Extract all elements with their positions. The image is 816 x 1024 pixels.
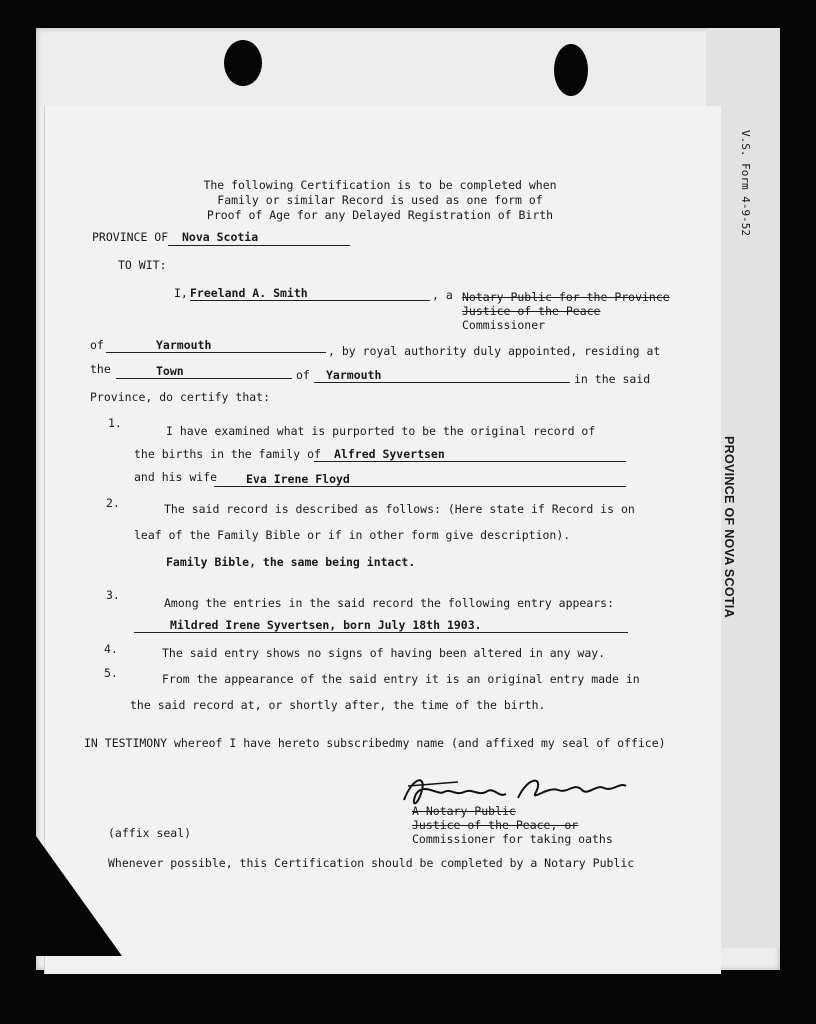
title-notary-struck: Notary Public for the Province (462, 290, 670, 304)
form-code: V.S. Form 4-9-52 (739, 130, 752, 236)
title-justice-struck: Justice of the Peace (462, 304, 601, 318)
record-description: Family Bible, the same being intact. (166, 555, 416, 569)
item-5-number: 5. (104, 666, 118, 680)
the-value: Town (156, 364, 184, 378)
place-underline (314, 382, 570, 383)
testimony-text: IN TESTIMONY whereof I have hereto subscribedmy name (and affixed my seal of office) (84, 736, 666, 750)
punch-hole-right (554, 44, 588, 96)
province-value: Nova Scotia (182, 230, 259, 244)
item-2-line-1: The said record is described as follows: (Here state if Record is on (164, 502, 635, 516)
header-line-1: The following Certification is to be completed when (203, 178, 557, 192)
the-suffix: in the said (574, 372, 651, 386)
the-of: of (296, 368, 310, 382)
sig-title-justice-struck: Justice of the Peace, or (412, 818, 579, 832)
item-5-line-2: the said record at, or shortly after, the time of the birth. (130, 698, 546, 712)
item-4-number: 4. (104, 642, 118, 656)
wife-name: Eva Irene Floyd (246, 472, 350, 486)
sig-title-commissioner: Commissioner for taking oaths (412, 832, 613, 846)
family-name: Alfred Syvertsen (334, 447, 445, 461)
item-1-line-3: and his wife (134, 470, 218, 484)
certifier-name: Freeland A. Smith (190, 286, 308, 300)
item-1-line-1: I have examined what is purported to be the original record of (166, 424, 596, 438)
birth-entry-underline (134, 632, 628, 633)
certifier-prefix: I, (174, 286, 188, 300)
item-4-text: The said entry shows no signs of having been altered in any way. (162, 646, 606, 660)
item-3-number: 3. (106, 588, 120, 602)
family-underline (314, 461, 626, 462)
title-commissioner: Commissioner (462, 318, 546, 332)
affix-seal: (affix seal) (108, 826, 192, 840)
header-line-2: Family or similar Record is used as one form of (217, 193, 543, 207)
punch-hole-left (224, 40, 262, 86)
item-1-number: 1. (108, 416, 122, 430)
item-5-line-1: From the appearance of the said entry it is an original entry made in (162, 672, 640, 686)
side-tab-label: PROVINCE OF NOVA SCOTIA (722, 436, 736, 618)
birth-entry: Mildred Irene Syvertsen, born July 18th 1903. (170, 618, 482, 632)
sig-title-notary-struck: A Notary Public (412, 804, 516, 818)
province-underline (168, 245, 350, 246)
wife-underline (214, 486, 626, 487)
of-suffix: , by royal authority duly appointed, residing at (328, 344, 661, 358)
of-value: Yarmouth (156, 338, 212, 352)
place-value: Yarmouth (326, 368, 382, 382)
footer-note: Whenever possible, this Certification should be completed by a Notary Public (108, 856, 635, 870)
item-2-number: 2. (106, 496, 120, 510)
of-underline (106, 352, 326, 353)
province-label: PROVINCE OF (92, 230, 169, 244)
of-label: of (90, 338, 104, 352)
item-2-line-2: leaf of the Family Bible or if in other form give description). (134, 528, 571, 542)
item-3-line-1: Among the entries in the said record the following entry appears: (164, 596, 615, 610)
item-1-line-2: the births in the family of (134, 447, 321, 461)
to-wit: TO WIT: (118, 258, 167, 272)
torn-corner (36, 836, 122, 956)
province-certify: Province, do certify that: (90, 390, 271, 404)
the-underline (116, 378, 292, 379)
the-label: the (90, 362, 111, 376)
certifier-underline (190, 300, 430, 301)
header-line-3: Proof of Age for any Delayed Registration of Birth (206, 208, 554, 222)
certifier-a: , a (432, 288, 453, 302)
